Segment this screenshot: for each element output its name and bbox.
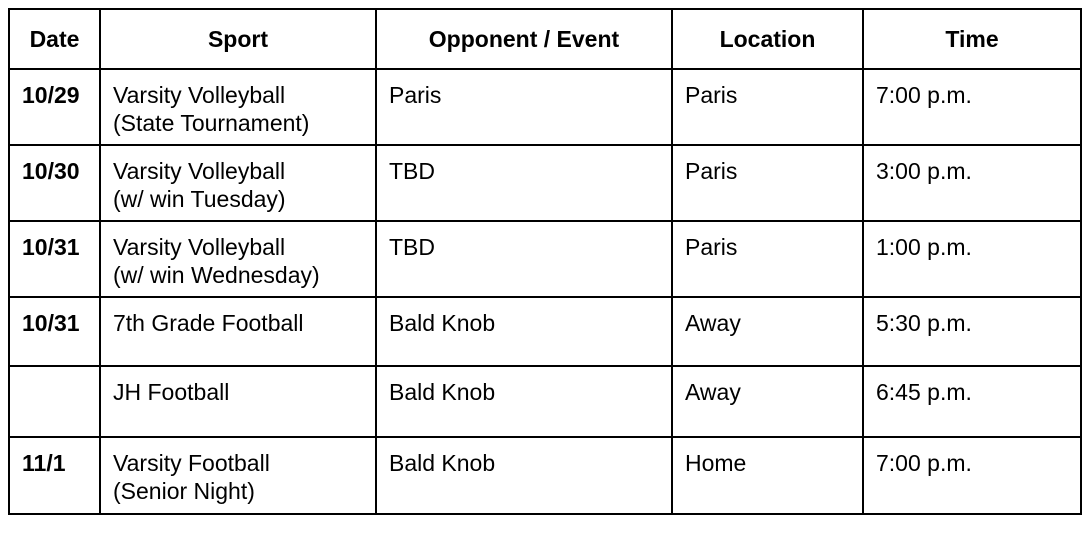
time-cell: 7:00 p.m. <box>863 69 1081 145</box>
header-sport: Sport <box>100 9 376 69</box>
date-cell: 10/30 <box>9 145 100 221</box>
header-time: Time <box>863 9 1081 69</box>
date-cell <box>9 366 100 437</box>
time-cell: 3:00 p.m. <box>863 145 1081 221</box>
time-cell: 7:00 p.m. <box>863 437 1081 514</box>
table-row <box>9 366 1081 437</box>
time-cell: 1:00 p.m. <box>863 221 1081 297</box>
opponent-cell: Bald Knob <box>376 437 672 514</box>
opponent-cell: Bald Knob <box>376 297 672 366</box>
time-cell: 5:30 p.m. <box>863 297 1081 366</box>
opponent-cell: TBD <box>376 221 672 297</box>
sport-cell: Varsity Volleyball (w/ win Wednesday) <box>100 221 376 297</box>
opponent-cell: Paris <box>376 69 672 145</box>
location-cell: Paris <box>672 69 863 145</box>
schedule-table <box>8 8 1082 515</box>
date-cell: 10/31 <box>9 221 100 297</box>
opponent-cell: Bald Knob <box>376 366 672 437</box>
sport-cell: 7th Grade Football <box>100 297 376 366</box>
table-row <box>9 437 1081 514</box>
date-cell: 11/1 <box>9 437 100 514</box>
header-location: Location <box>672 9 863 69</box>
location-cell: Away <box>672 366 863 437</box>
opponent-cell: TBD <box>376 145 672 221</box>
date-cell: 10/31 <box>9 297 100 366</box>
sport-cell: Varsity Football (Senior Night) <box>100 437 376 514</box>
location-cell: Away <box>672 297 863 366</box>
sport-cell: Varsity Volleyball (w/ win Tuesday) <box>100 145 376 221</box>
location-cell: Paris <box>672 145 863 221</box>
table-row <box>9 69 1081 145</box>
time-cell: 6:45 p.m. <box>863 366 1081 437</box>
table-row <box>9 145 1081 221</box>
date-cell: 10/29 <box>9 69 100 145</box>
sport-cell: JH Football <box>100 366 376 437</box>
table-row <box>9 221 1081 297</box>
location-cell: Home <box>672 437 863 514</box>
header-opponent: Opponent / Event <box>376 9 672 69</box>
location-cell: Paris <box>672 221 863 297</box>
header-row <box>9 9 1081 69</box>
sport-cell: Varsity Volleyball (State Tournament) <box>100 69 376 145</box>
table-row <box>9 297 1081 366</box>
header-date: Date <box>9 9 100 69</box>
